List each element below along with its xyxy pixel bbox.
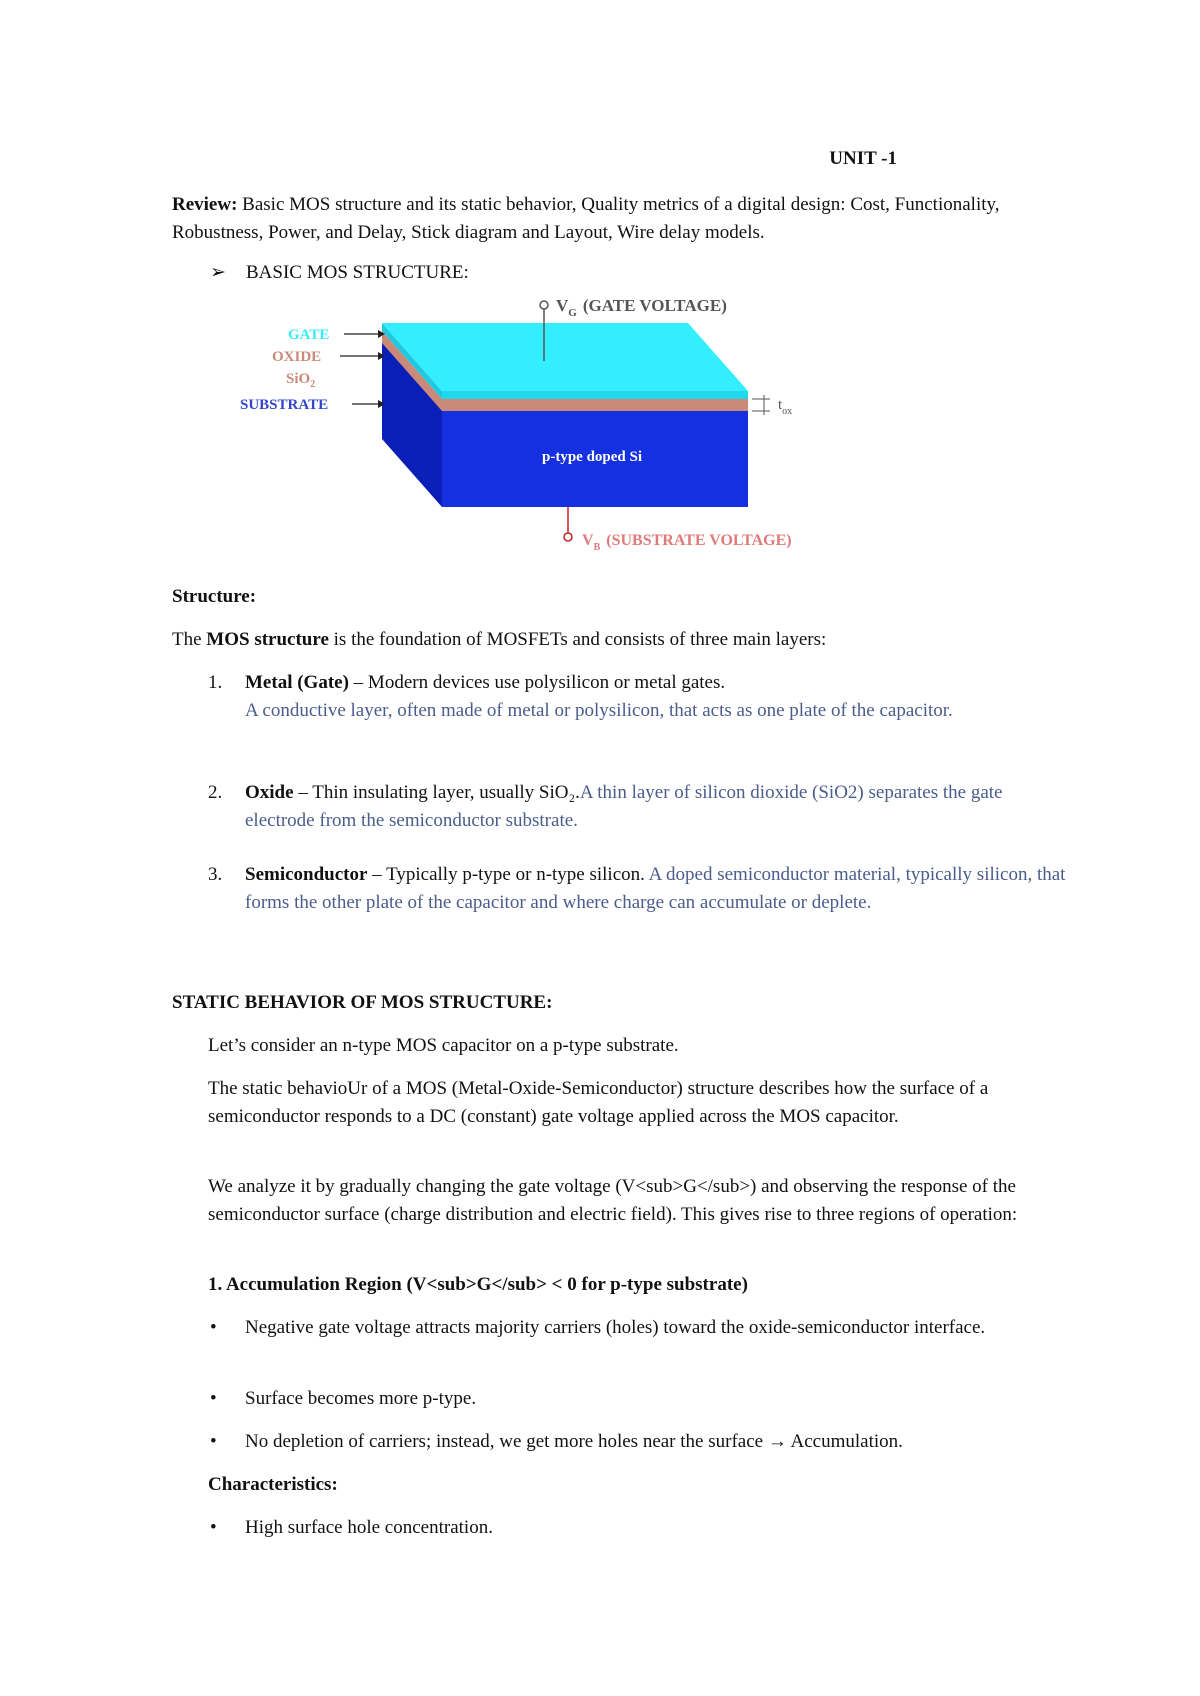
static-paragraph-2: The static behavioUr of a MOS (Metal-Oxide-Semiconductor) structure describes how the surface of a semiconductor responds to a DC (constant) gate voltage applied across the MOS capacitor.: [208, 1078, 989, 1127]
oxide-front: [442, 399, 748, 411]
list-item: [208, 669, 1068, 724]
static-paragraph-1: Let’s consider an n-type MOS capacitor on a p-type substrate.: [208, 1035, 679, 1056]
bullet-icon: •: [210, 1431, 217, 1452]
list-item-number: 3.: [208, 864, 223, 885]
label-tox-sub: ox: [782, 406, 793, 417]
static-heading: STATIC BEHAVIOR OF MOS STRUCTURE:: [172, 992, 553, 1013]
arrow-bullet-icon: ➢: [210, 262, 226, 283]
layer-list: [208, 669, 1068, 724]
list-item-text: – Typically p-type or n-type silicon.: [367, 864, 649, 885]
gate-voltage-label: (GATE VOLTAGE): [582, 296, 727, 315]
gate-front: [442, 391, 748, 399]
list-item-title: Semiconductor: [245, 864, 368, 885]
substrate-voltage-sub: B: [593, 542, 601, 553]
gate-voltage-sub: G: [568, 307, 577, 319]
accumulation-bullets-2: [208, 1385, 1068, 1413]
list-item-description: A conductive layer, often made of metal or polysilicon, that acts as one plate of the capacitor.: [245, 699, 953, 721]
gate-voltage-v: V: [556, 296, 569, 315]
svg-text:SiO2: [286, 371, 315, 390]
label-substrate: SUBSTRATE: [240, 397, 329, 413]
characteristics-heading: Characteristics:: [208, 1474, 338, 1495]
substrate-voltage-v: V: [582, 532, 594, 549]
static-paragraph-3: We analyze it by gradually changing the gate voltage (V<sub>G</sub>) and observing the response of the semiconductor surface (charge distribution and electric field). This gives rise to three regions of operation:: [208, 1176, 1018, 1225]
list-item: • Surface becomes more p-type.: [208, 1385, 1068, 1413]
label-sio2-sub: 2: [310, 379, 316, 390]
list-item-title: Metal (Gate): [245, 672, 349, 693]
list-item: • No depletion of carriers; instead, we get more holes near the surface → Accumulation.: [208, 1428, 1068, 1456]
list-item-description: A thin layer of silicon dioxide (SiO2) separates the gate electrode from the semiconductor substrate.: [245, 782, 1003, 831]
list-item-description: A doped semiconductor material, typically silicon, that forms the other plate of the capacitor and where charge can accumulate or deplete.: [245, 864, 1066, 913]
label-gate: GATE: [288, 327, 330, 343]
bullet-icon: •: [210, 1517, 217, 1538]
unit-title: UNIT -1: [829, 148, 897, 169]
substrate-terminal-icon: [564, 533, 572, 541]
substrate-voltage-label: (SUBSTRATE VOLTAGE): [606, 532, 792, 549]
list-item: [208, 779, 1068, 834]
gate-top-face: [382, 323, 748, 391]
accumulation-heading: 1. Accumulation Region (V<sub>G</sub> < 0 for p-type substrate): [208, 1274, 748, 1295]
bullet-icon: •: [210, 1388, 217, 1409]
review-label: Review:: [172, 194, 238, 215]
list-item-number: 2.: [208, 782, 223, 803]
svg-text:VG(GATE VOLTAGE): [556, 296, 727, 319]
list-item-text: – Modern devices use polysilicon or metal gates.: [348, 672, 726, 693]
label-sio2: SiO: [286, 371, 311, 387]
list-item: • High surface hole concentration.: [208, 1514, 1068, 1542]
list-item: [208, 861, 1068, 916]
svg-text:tox: [778, 397, 792, 417]
structure-intro: The MOS structure is the foundation of MOSFETs and consists of three main layers:: [172, 629, 827, 650]
section-basic-mos: [210, 259, 469, 287]
list-item-text: – Thin insulating layer, usually SiO₂.: [293, 782, 580, 803]
layer-list-3: [208, 861, 1068, 916]
accumulation-bullets-3: [208, 1428, 1068, 1456]
mos-structure-diagram: [240, 295, 832, 555]
review-paragraph: [172, 191, 1072, 246]
structure-heading: Structure:: [172, 586, 257, 607]
label-oxide: OXIDE: [272, 349, 322, 365]
characteristics-bullets: [208, 1514, 1068, 1542]
label-tox: t: [778, 397, 783, 413]
accumulation-bullets: [208, 1314, 1068, 1342]
review-text: Basic MOS structure and its static behavior, Quality metrics of a digital design: Cost, Functionality, Robustness, Power, and Delay, Stick diagram and Layout, Wire delay models.: [172, 194, 1000, 243]
list-item-title: Oxide: [245, 782, 294, 803]
list-item-number: 1.: [208, 672, 223, 693]
list-item: • Negative gate voltage attracts majority carriers (holes) toward the oxide-semiconductor interface.: [208, 1314, 1068, 1342]
structure-intro-bold: MOS structure: [206, 629, 329, 650]
gate-terminal-icon: [540, 301, 548, 309]
svg-text:VB(SUBSTRATE VOLTAGE): [582, 532, 792, 553]
layer-list-2: [208, 779, 1068, 834]
bullet-icon: •: [210, 1317, 217, 1338]
body-label: p-type doped Si: [542, 449, 643, 465]
section-basic-mos-heading: BASIC MOS STRUCTURE:: [246, 262, 469, 283]
